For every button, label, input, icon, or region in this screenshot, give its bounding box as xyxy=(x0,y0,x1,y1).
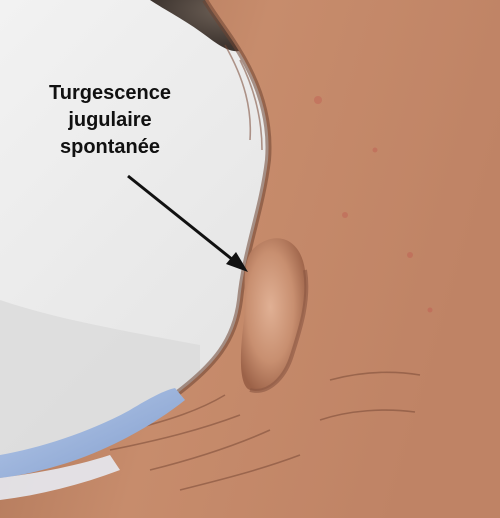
annotation-line-2: jugulaire xyxy=(68,109,152,131)
annotation-line-3: spontanée xyxy=(59,136,161,158)
annotation-line-1: Turgescence xyxy=(49,82,171,104)
annotation-label xyxy=(30,80,190,161)
